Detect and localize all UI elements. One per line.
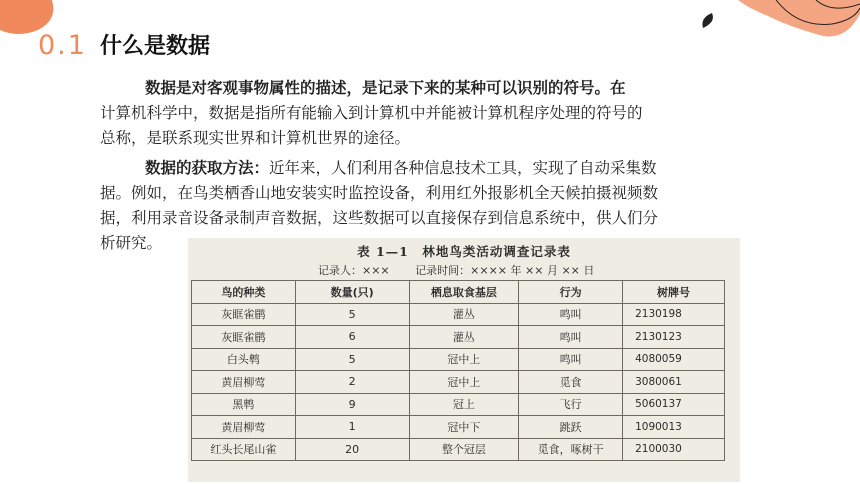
cell-count: 6: [295, 326, 409, 349]
header-behavior: 行为: [519, 281, 623, 304]
cell-habitat: 整个冠层: [409, 438, 519, 461]
cell-count: 1: [295, 416, 409, 439]
table-row: [192, 438, 725, 461]
paragraph-line: 数据是对客观事物属性的描述，是记录下来的某种可以识别的符号。在: [145, 79, 626, 97]
top-right-orange-blob: [728, 0, 860, 50]
leaf-icon: [700, 12, 716, 30]
cell-tree-tag: 2100030: [623, 438, 725, 461]
cell-habitat: 冠上: [409, 393, 519, 416]
page-title: 什么是数据: [100, 34, 211, 59]
cell-count: 9: [295, 393, 409, 416]
cell-tree-tag: 3080061: [623, 371, 725, 394]
cell-habitat: 冠中上: [409, 371, 519, 394]
acquisition-label: 数据的获取方法：: [145, 159, 270, 177]
cell-tree-tag: 4080059: [623, 348, 725, 371]
cell-count: 2: [295, 371, 409, 394]
cell-habitat: 灌丛: [409, 303, 519, 326]
paragraph-line: 数据的获取方法：近年来，人们利用各种信息技术工具，实现了自动采集数: [145, 159, 657, 177]
cell-species: 白头鹎: [192, 348, 296, 371]
cell-tree-tag: 2130123: [623, 326, 725, 349]
definition-paragraph: [100, 76, 740, 151]
cell-behavior: 觅食: [519, 371, 623, 394]
cell-behavior: 跳跃: [519, 416, 623, 439]
cell-species: 黄眉柳莺: [192, 416, 296, 439]
record-time-label: 记录时间：×××× 年 ×× 月 ×× 日: [415, 264, 595, 277]
header-species: 鸟的种类: [192, 281, 296, 304]
cell-species: 红头长尾山雀: [192, 438, 296, 461]
recorder-label: 记录人：×××: [318, 264, 390, 277]
cell-behavior: 鸣叫: [519, 326, 623, 349]
cell-species: 黄眉柳莺: [192, 371, 296, 394]
cell-behavior: 飞行: [519, 393, 623, 416]
table-row: [192, 326, 725, 349]
cell-species: 灰眶雀鹛: [192, 303, 296, 326]
table-header-row: [192, 281, 725, 304]
paragraph-line: 总称，是联系现实世界和计算机世界的途径。: [100, 129, 411, 147]
header-count: 数量(只): [295, 281, 409, 304]
header-habitat: 栖息取食基层: [409, 281, 519, 304]
paragraph-line: 据，利用录音设备录制声音数据，这些数据可以直接保存到信息系统中，供人们分: [100, 209, 659, 227]
cell-species: 黑鹎: [192, 393, 296, 416]
cell-habitat: 冠中下: [409, 416, 519, 439]
table-row: [192, 303, 725, 326]
cell-count: 5: [295, 303, 409, 326]
header-tree-tag: 树牌号: [623, 281, 725, 304]
bird-survey-table: [191, 280, 725, 461]
cell-species: 灰眶雀鹛: [192, 326, 296, 349]
cell-behavior: 鸣叫: [519, 348, 623, 371]
table-row: [192, 416, 725, 439]
table-row: [192, 393, 725, 416]
cell-behavior: 鸣叫: [519, 303, 623, 326]
section-number: 0.1: [38, 30, 87, 61]
paragraph-line: 析研究。: [100, 234, 163, 252]
table-row: [192, 348, 725, 371]
table-row: [192, 371, 725, 394]
cell-tree-tag: 5060137: [623, 393, 725, 416]
table-title: 表 1—1 林地鸟类活动调查记录表: [357, 244, 571, 259]
cell-behavior: 觅食，啄树干: [519, 438, 623, 461]
cell-count: 20: [295, 438, 409, 461]
cell-tree-tag: 1090013: [623, 416, 725, 439]
cell-habitat: 冠中上: [409, 348, 519, 371]
paragraph-line: 计算机科学中，数据是指所有能输入到计算机中并能被计算机程序处理的符号的: [100, 104, 643, 122]
cell-tree-tag: 2130198: [623, 303, 725, 326]
scanned-table-image: [188, 238, 740, 482]
cell-count: 5: [295, 348, 409, 371]
cell-habitat: 灌丛: [409, 326, 519, 349]
table-meta: [318, 262, 616, 278]
paragraph-line: 据。例如，在鸟类栖香山地安装实时监控设备，利用红外报影机全天候拍摄视频数: [100, 184, 659, 202]
